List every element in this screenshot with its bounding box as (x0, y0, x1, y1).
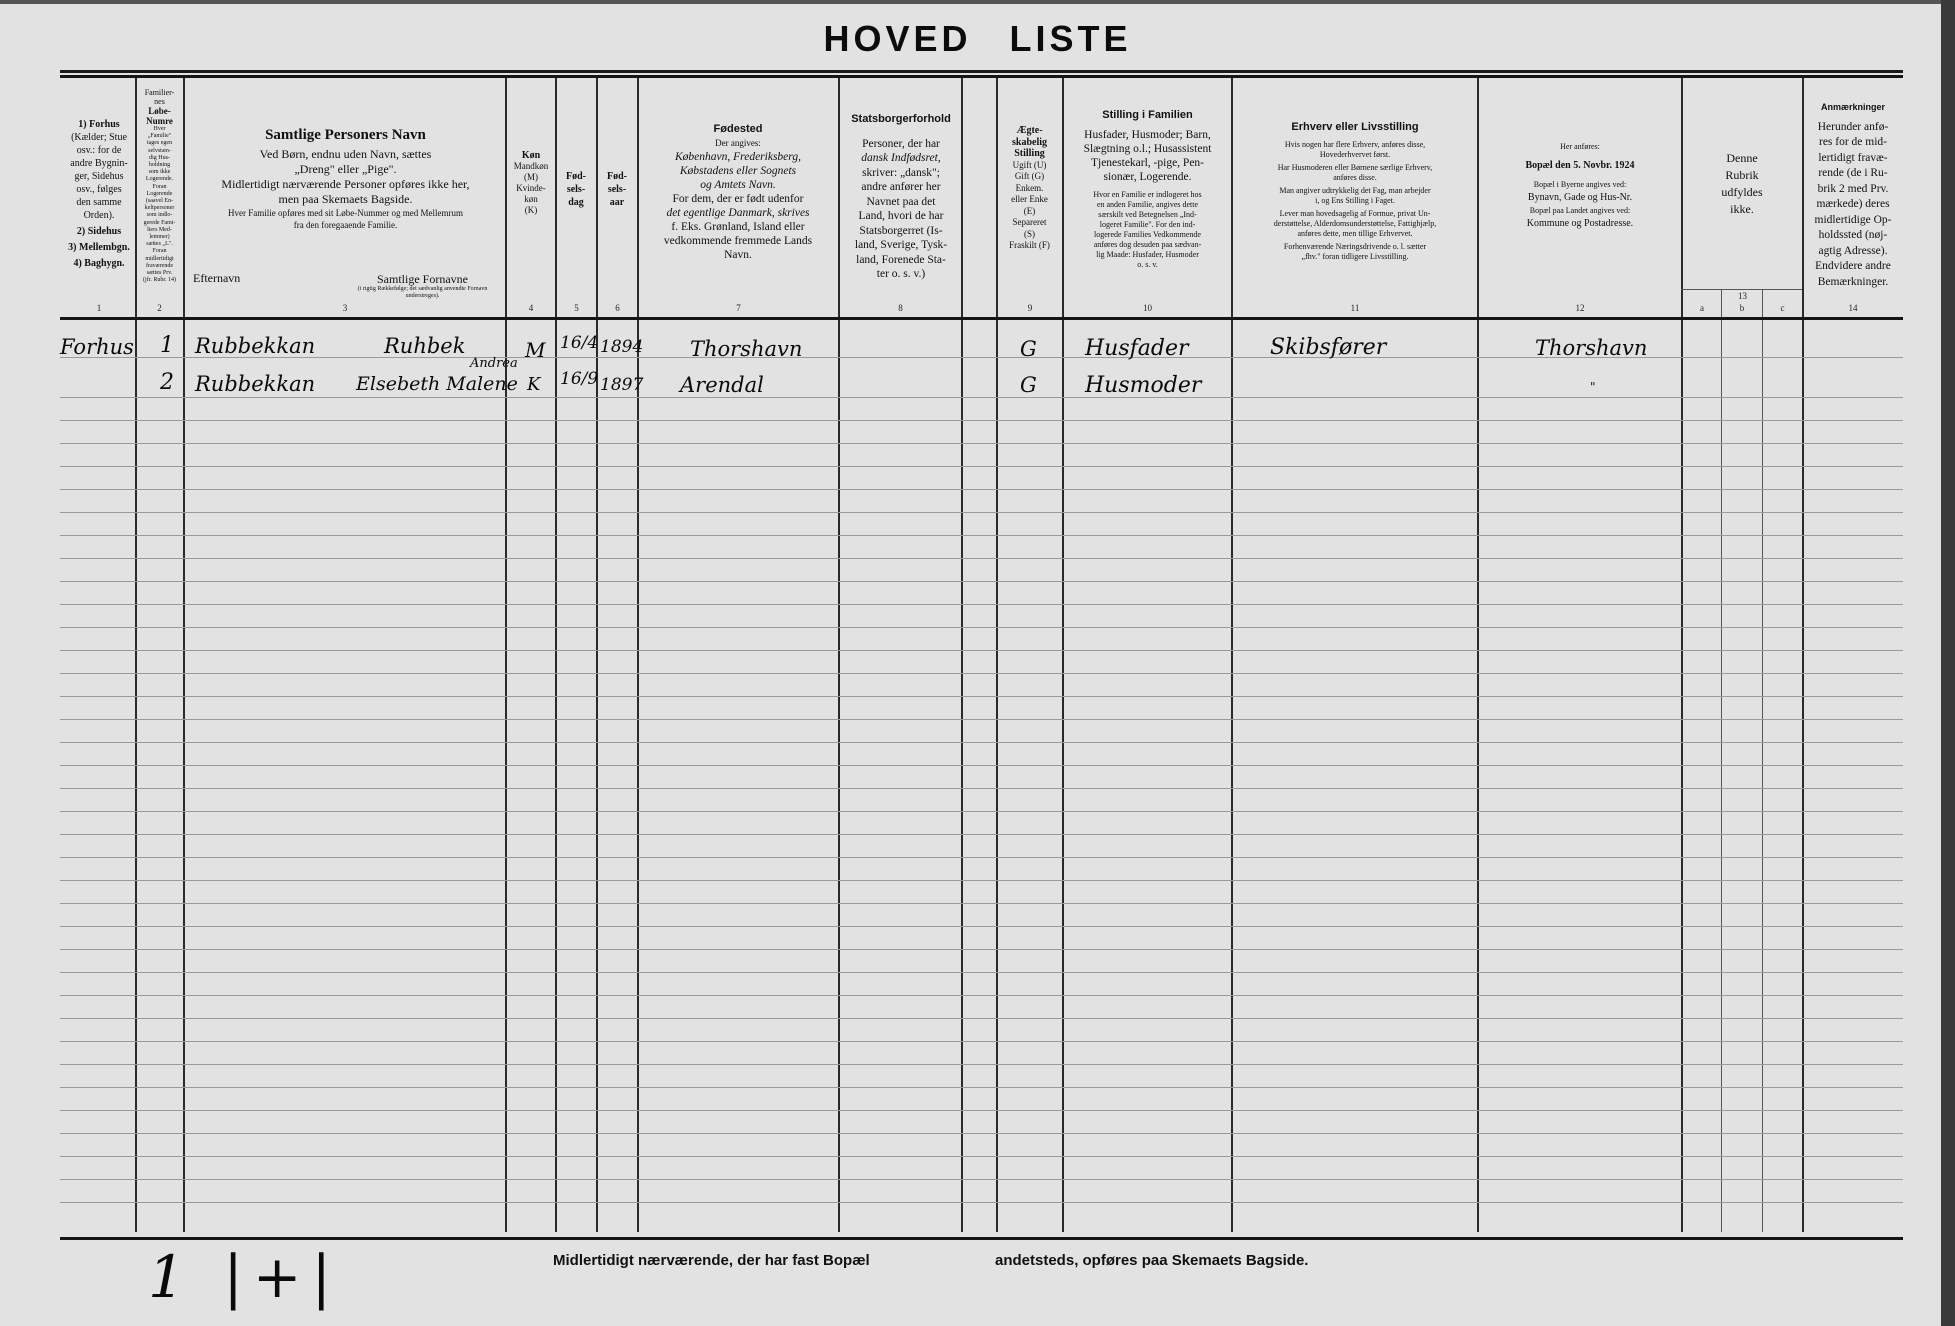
header-line: aar (609, 197, 625, 208)
entry-birth-day: 16/9 (560, 369, 599, 389)
entry-marital-status: G (1020, 337, 1037, 361)
header-title: Fødested (713, 123, 763, 135)
header-line: Fraskilt (F) (1009, 240, 1050, 250)
table-bottom-rule (60, 1237, 1903, 1240)
header-line: Man angiver udtrykkelig det Fag, man arbejder (1279, 186, 1431, 195)
row-line (60, 995, 1903, 996)
entry-birth-year: 1897 (600, 375, 644, 395)
header-col14 (1804, 100, 1902, 290)
row-line (60, 719, 1903, 720)
col13-sub-rule (1681, 289, 1802, 290)
header-line: i, og Ens Stilling i Faget. (1315, 196, 1395, 205)
header-line: Familier- (144, 88, 175, 97)
header-line: Statsborgerret (Is- (859, 224, 943, 237)
row-line (60, 581, 1903, 582)
row-line (60, 1133, 1903, 1134)
entry-number: 1 (160, 333, 174, 358)
header-title: Samtlige Personers Navn (265, 127, 426, 143)
header-line: fra den foregaaende Familie. (293, 220, 398, 230)
row-line (60, 811, 1903, 812)
row-line (60, 604, 1903, 605)
header-line: dig Hus- (149, 154, 170, 161)
header-line: (K) (524, 205, 538, 215)
header-col7 (640, 122, 836, 262)
header-line: Herunder anfø- (1817, 120, 1889, 133)
col-divider (1681, 77, 1683, 1232)
page-title (0, 18, 1955, 60)
row-line (60, 1064, 1903, 1065)
header-line: Bopæl den 5. Novbr. 1924 (1525, 160, 1635, 171)
entry-marital-status: G (1020, 373, 1037, 397)
row-line (60, 1110, 1903, 1111)
header-line: Logerende (146, 190, 173, 197)
header-line: (jfr. Rubr. 14) (143, 277, 176, 284)
header-line: vedkommende fremmede Lands (663, 235, 813, 247)
header-line: Hovederhvervet først. (1319, 150, 1391, 159)
header-line: Ægte- (1016, 125, 1043, 136)
column-number: 8 (898, 303, 903, 313)
entry-residence: Thorshavn (1535, 336, 1648, 360)
header-line: Løbe- (148, 106, 171, 116)
header-line: Navnet paa det (866, 195, 936, 208)
entry-given-names: Elsebeth Malene (356, 373, 518, 395)
column-number: 11 (1350, 303, 1360, 313)
entry-sex: K (527, 374, 541, 395)
row-line (60, 834, 1903, 835)
col-divider (183, 77, 185, 1232)
row-line (60, 397, 1903, 398)
header-line: nes (154, 97, 165, 106)
entry-residence: " (1590, 380, 1596, 394)
column-number: 14 (1848, 303, 1858, 313)
row-line (60, 788, 1903, 789)
header-line: Hver Familie opføres med sit Løbe-Nummer og med Mellemrum (228, 208, 463, 218)
column-number: 5 (574, 303, 579, 313)
col-divider (637, 77, 639, 1232)
header-line: men paa Skemaets Bagside. (278, 192, 413, 206)
header-line: (E) (1023, 205, 1036, 216)
row-line (60, 420, 1903, 421)
header-line: sionær, Logerende. (1103, 171, 1192, 183)
row-line (60, 880, 1903, 881)
header-line: Hver (153, 126, 166, 132)
header-line: Bopæl i Byerne angives ved: (1533, 180, 1627, 189)
header-line: skabelig (1011, 136, 1047, 148)
row-line (60, 558, 1903, 559)
header-line: „fhv." foran tidligere Livsstilling. (1301, 252, 1409, 261)
header-line: osv., følges (76, 184, 122, 195)
header-line: Enkem. (1015, 182, 1044, 193)
entry-surname: Rubbekkan (195, 334, 316, 358)
entry-surname: Rubbekkan (195, 372, 316, 396)
row-line (60, 673, 1903, 674)
header-line: Tjenestekarl, -pige, Pen- (1090, 157, 1205, 169)
header-line: o. s. v. (1137, 260, 1158, 269)
row-line (60, 903, 1903, 904)
title-word-2: LISTE (1009, 18, 1132, 59)
header-line: Ugift (U) (1012, 159, 1047, 170)
footer-note-left: Midlertidigt nærværende, der har fast Bopæl (553, 1252, 870, 1269)
header-line: midlertidige Op- (1814, 213, 1892, 226)
entry-birthplace: Arendal (680, 373, 764, 397)
entry-family-role: Husfader (1085, 336, 1189, 361)
entry-building: Forhus (60, 335, 134, 359)
entry-birth-day: 16/4 (560, 333, 599, 353)
header-line: som ikke (148, 169, 171, 176)
header-line: 2) Sidehus (76, 226, 122, 237)
column-number: 3 (342, 303, 348, 313)
header-line: selvstæn- (148, 147, 171, 154)
header-line: brik 2 med Prv. (1817, 182, 1889, 195)
header-col4 (508, 150, 554, 216)
header-line: Denne (1726, 151, 1758, 165)
column-number: 7 (736, 303, 741, 313)
header-line: (S) (1024, 228, 1035, 239)
header-line: 4) Baghygn. (73, 258, 125, 269)
entry-given-names: Ruhbek (384, 334, 466, 358)
header-line: anføres dette, men tillige Erhvervet. (1297, 229, 1413, 238)
column-number: 1 (96, 303, 102, 313)
header-line: land, Sverige, Tysk- (854, 239, 948, 251)
row-line (60, 535, 1903, 536)
entry-given-names-extra: Andrea (470, 356, 518, 371)
header-line: Mandkøn (513, 161, 549, 171)
header-line: Hvis nogen har flere Erhverv, anføres disse, (1284, 140, 1426, 149)
header-line: køn (524, 194, 538, 204)
header-line: den samme (76, 197, 122, 208)
header-col6 (598, 170, 636, 209)
title-word-1: HOVED (823, 18, 972, 59)
header-title: Statsborgerforhold (851, 113, 951, 125)
header-title: Stilling i Familien (1102, 109, 1193, 121)
header-line: (saavel En- (145, 198, 174, 205)
header-line: Kvinde- (516, 183, 546, 193)
header-col3-surname: Efternavn (193, 271, 241, 285)
header-col13 (1683, 150, 1801, 218)
header-line: andre Bygnin- (70, 158, 128, 169)
header-line: derstøttelse, Alderdomsunderstøttelse, Fattighjælp, (1273, 219, 1437, 228)
header-line: gerede Fami- (143, 219, 176, 226)
header-line: Samtlige Fornavne (377, 272, 468, 286)
header-line: rende (de i Ru- (1818, 167, 1888, 179)
header-col9 (998, 125, 1061, 252)
header-line: dag (568, 197, 584, 208)
header-title: Erhverv eller Livsstilling (1291, 121, 1419, 133)
header-line: Lever man hovedsagelig af Formue, privat Un- (1279, 209, 1431, 218)
header-line: Har Husmoderen eller Børnene særlige Erhverv, (1277, 163, 1433, 172)
header-line: dansk Indfødsret, (861, 152, 941, 164)
header-line: Fød- (607, 171, 627, 182)
header-top-rule (60, 75, 1903, 78)
header-line: holdning (148, 162, 171, 169)
row-line (60, 949, 1903, 950)
col13a-label: a (1700, 303, 1704, 313)
row-line (60, 972, 1903, 973)
header-line: keltpersoner (144, 205, 175, 212)
column-number: 10 (1143, 303, 1152, 313)
header-line: land, Forenede Sta- (856, 253, 946, 266)
header-col3-given (345, 273, 500, 300)
col-divider (596, 77, 598, 1232)
column-number: 13 (1738, 291, 1747, 301)
row-line (60, 512, 1903, 513)
header-line: Rubrik (1725, 168, 1759, 182)
entry-sex: M (525, 338, 546, 362)
header-line: holdssted (nøj- (1818, 229, 1888, 241)
header-line: Bemærkninger. (1817, 275, 1889, 288)
header-line: Bopæl paa Landet angives ved: (1529, 206, 1631, 215)
header-line: eller Enke (1011, 194, 1048, 204)
header-line: Foran (152, 248, 167, 255)
header-col10 (1065, 108, 1230, 270)
header-line: anføres disse. (1333, 173, 1377, 182)
column-number: 9 (1027, 303, 1033, 313)
header-line: „Familie" (147, 133, 172, 140)
header-col8 (842, 112, 960, 282)
header-line: tages egen (146, 140, 173, 147)
header-line: sættes Prv. (146, 270, 173, 277)
row-line (60, 742, 1903, 743)
header-line: en anden Familie, angives dette (1096, 200, 1199, 209)
header-line: det egentlige Danmark, skrives (666, 207, 810, 219)
column-number: 6 (615, 303, 620, 313)
header-line: (M) (524, 172, 538, 182)
entry-birthplace: Thorshavn (690, 337, 803, 361)
header-title: Anmærkninger (1820, 102, 1885, 112)
col-divider (838, 77, 840, 1232)
row-line (60, 489, 1903, 490)
row-line (60, 926, 1903, 927)
scan-edge-top (0, 0, 1955, 4)
row-line (60, 1041, 1903, 1042)
header-line: sels- (607, 184, 627, 195)
header-line: lertidigt fravæ- (1818, 151, 1888, 164)
col13b-label: b (1739, 303, 1745, 313)
footer-note-right: andetsteds, opføres paa Skemaets Bagside. (995, 1252, 1309, 1269)
title-rule (60, 70, 1903, 73)
header-line: lemmer) (149, 234, 170, 241)
header-line: osv.: for de (76, 145, 122, 156)
header-col11 (1234, 120, 1476, 262)
entry-occupation: Skibsfører (1270, 335, 1387, 360)
header-line: Kommune og Postadresse. (1526, 218, 1634, 229)
header-line: Købstadens eller Sognets (679, 165, 797, 177)
entry-number: 2 (160, 370, 174, 395)
header-bottom-rule (60, 317, 1903, 320)
header-col5 (557, 170, 595, 209)
row-line (60, 765, 1903, 766)
header-line: sels- (566, 184, 586, 195)
header-line: Endvidere andre (1815, 260, 1891, 272)
header-line: anføres dog desuden paa sædvan- (1093, 240, 1202, 249)
row-line (60, 466, 1903, 467)
col-divider (505, 77, 507, 1232)
header-line: Numre (146, 116, 173, 126)
header-line: som indlo- (146, 212, 173, 219)
header-line: mærkede) deres (1816, 198, 1890, 210)
header-line: Her anføres: (1560, 142, 1600, 151)
row-line (60, 443, 1903, 444)
header-line: Hvor en Familie er indlogeret hos (1093, 190, 1202, 199)
header-line: sættes „L". (146, 241, 173, 248)
header-line: fraværende (146, 262, 173, 269)
margin-note: 1 |+| (148, 1243, 342, 1311)
col-divider (1477, 77, 1479, 1232)
header-col1 (64, 118, 134, 270)
header-col2 (137, 88, 182, 284)
header-line: Orden). (83, 210, 115, 221)
header-line: agtig Adresse). (1818, 244, 1888, 257)
header-line: midlertidigt (145, 255, 174, 262)
header-line: liers Med- (147, 226, 172, 233)
row-line (60, 696, 1903, 697)
header-line: Slægtning o.l.; Husassistent (1083, 143, 1212, 155)
column-number: 2 (157, 303, 162, 313)
col-divider (1762, 290, 1763, 1232)
entry-birth-year: 1894 (600, 337, 644, 357)
scan-edge-right (1941, 0, 1955, 1326)
header-line: Midlertidigt nærværende Personer opføres ikke her, (221, 177, 470, 191)
row-line (60, 1156, 1903, 1157)
header-line: (Kælder; Stue (71, 132, 127, 143)
header-col3 (188, 128, 503, 231)
header-col12 (1480, 140, 1680, 230)
header-line: Navn. (724, 249, 752, 261)
col-divider (1062, 77, 1064, 1232)
header-line: Foran (152, 183, 167, 190)
header-line: Personer, der har (862, 137, 940, 150)
header-line: For dem, der er født udenfor (672, 193, 804, 205)
header-line: ger, Sidehus (74, 171, 124, 182)
entry-family-role: Husmoder (1085, 373, 1202, 398)
header-line: og Amtets Navn. (700, 179, 776, 191)
header-line: Forhenværende Næringsdrivende o. l. sætter (1283, 242, 1427, 251)
header-line: ikke. (1730, 202, 1754, 216)
col-divider (961, 77, 963, 1232)
row-line (60, 1087, 1903, 1088)
header-line: (i rigtig Rækkefølge; det sædvanlig anvendte Fornavn understreges). (357, 286, 488, 299)
header-line: Logerende. (145, 176, 174, 183)
header-line: 3) Mellembgn. (68, 242, 130, 253)
row-line (60, 857, 1903, 858)
header-line: Gift (G) (1014, 171, 1045, 181)
header-line: København, Frederiksberg, (675, 151, 801, 163)
header-line: Stilling (1014, 148, 1045, 159)
column-number: 12 (1575, 303, 1585, 313)
header-line: Ved Børn, endnu uden Navn, sættes (259, 147, 432, 161)
header-line: andre anfører her (861, 181, 941, 193)
header-line: ter o. s. v.) (876, 268, 926, 280)
col-divider (1231, 77, 1233, 1232)
row-line (60, 1018, 1903, 1019)
header-line: „Dreng" eller „Pige". (294, 162, 397, 176)
row-line (60, 650, 1903, 651)
header-line: Der angives: (715, 138, 761, 148)
header-line: skriver: „dansk"; (862, 166, 940, 179)
header-line: logeret Familie". For den ind- (1099, 220, 1196, 229)
header-line: Fød- (566, 171, 586, 182)
col13c-label: c (1780, 303, 1785, 313)
header-line: f. Eks. Grønland, Island eller (671, 221, 805, 233)
header-line: Husfader, Husmoder; Barn, (1084, 129, 1211, 141)
header-line: Land, hvori de har (858, 210, 944, 222)
col-divider (1721, 290, 1722, 1232)
header-line: Separeret (1012, 217, 1047, 227)
row-line (60, 627, 1903, 628)
column-number: 4 (528, 303, 534, 313)
row-line (60, 1179, 1903, 1180)
header-line: 1) Forhus (78, 119, 120, 130)
header-line: res for de mid- (1818, 136, 1888, 148)
col-divider (555, 77, 557, 1232)
header-line: lig Maade: Husfader, Husmoder (1096, 250, 1199, 259)
header-line: Køn (521, 150, 541, 161)
header-line: Bynavn, Gade og Hus-Nr. (1527, 192, 1633, 203)
header-line: udfyldes (1721, 185, 1763, 199)
header-line: logerede Families Vedkommende (1094, 230, 1201, 239)
row-line (60, 1202, 1903, 1203)
header-line: særskilt ved Betegnelsen „Ind- (1098, 210, 1197, 219)
